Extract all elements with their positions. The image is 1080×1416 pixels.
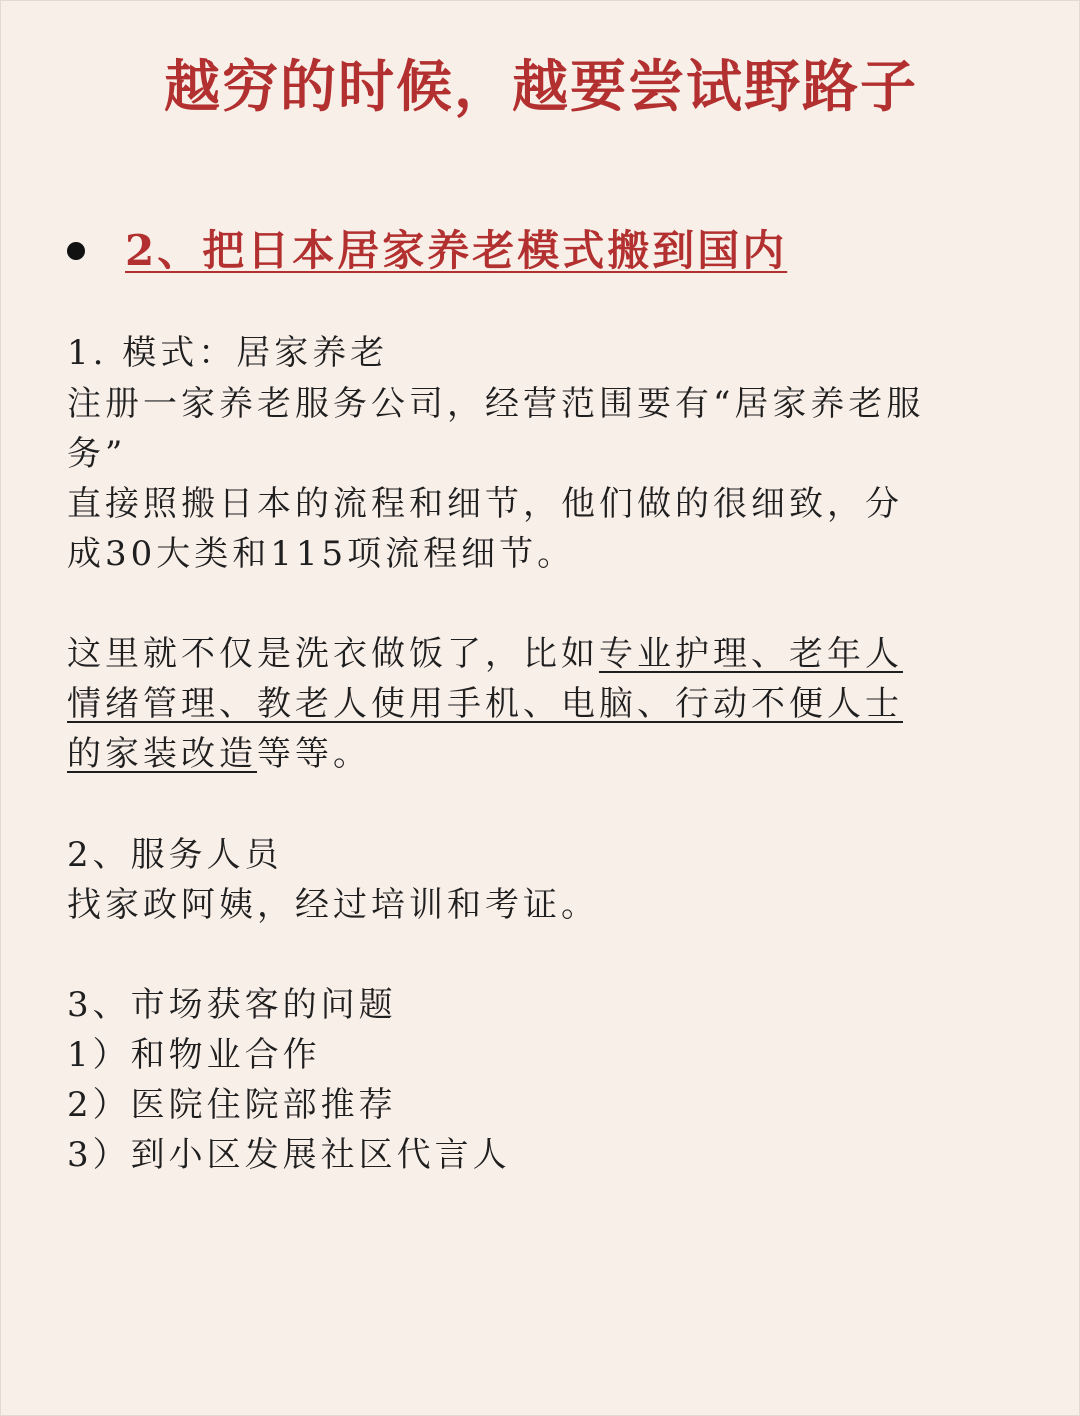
page-title: 越穷的时候，越要尝试野路子 [164,55,918,120]
services-line-2 [67,679,903,729]
services-line-3-underlined: 的家装改造 [67,734,257,774]
market-heading: 3、市场获客的问题 [67,985,397,1025]
staff-heading: 2、服务人员 [67,835,283,875]
market-item: 1）和物业合作 [67,1035,321,1075]
mode-line-3: 直接照搬日本的流程和细节，他们做的很细致，分 [67,484,903,524]
mode-heading: 1. 模式：居家养老 [67,333,389,373]
market-item: 3）到小区发展社区代言人 [67,1135,511,1175]
services-line-1 [67,629,903,679]
section-heading [67,223,787,279]
services-line-3 [67,729,371,779]
section-heading-text: 2、把日本居家养老模式搬到国内 [125,226,788,275]
services-line-3-suffix: 等等。 [257,734,371,774]
staff-line-1: 找家政阿姨，经过培训和考证。 [67,885,599,925]
mode-line-1: 注册一家养老服务公司，经营范围要有“居家养老服 [67,384,925,424]
market-item: 2）医院住院部推荐 [67,1085,397,1125]
services-line-2-underlined: 情绪管理、教老人使用手机、电脑、行动不便人士 [67,684,903,724]
services-line-1-underlined: 专业护理、老年人 [599,634,903,674]
bullet-icon [67,242,85,260]
mode-line-4: 成30大类和115项流程细节。 [67,534,576,574]
mode-line-2: 务” [67,434,127,474]
services-line-1-prefix: 这里就不仅是洗衣做饭了，比如 [67,634,599,674]
